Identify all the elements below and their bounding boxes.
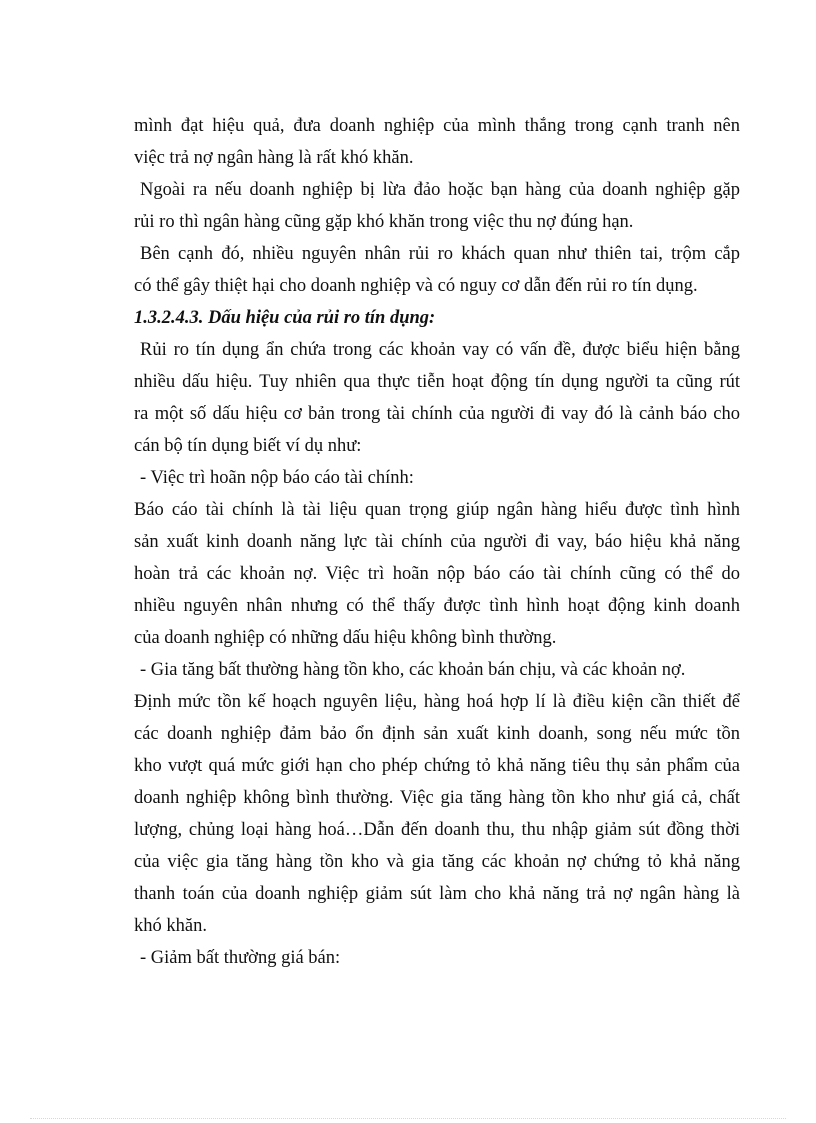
paragraph-line: của việc gia tăng hàng tồn kho và gia tăng các khoản nợ chứng tỏ khả năng	[134, 852, 740, 872]
paragraph-line: khó khăn.	[134, 916, 207, 936]
paragraph-line: việc trả nợ ngân hàng là rất khó khăn.	[134, 148, 414, 168]
paragraph-line: mình đạt hiệu quả, đưa doanh nghiệp của mình thắng trong cạnh tranh nên	[134, 116, 740, 136]
paragraph-line: của doanh nghiệp có những dấu hiệu không bình thường.	[134, 628, 557, 648]
page-bottom-divider	[30, 1118, 786, 1119]
paragraph-line: Rủi ro tín dụng ẩn chứa trong các khoản vay có vấn đề, được biểu hiện bằng	[140, 340, 740, 360]
paragraph-line: rủi ro thì ngân hàng cũng gặp khó khăn trong việc thu nợ đúng hạn.	[134, 212, 634, 232]
paragraph-line: ra một số dấu hiệu cơ bản trong tài chính của người đi vay đó là cảnh báo cho	[134, 404, 740, 424]
paragraph-line: cán bộ tín dụng biết ví dụ như:	[134, 436, 362, 456]
document-body	[134, 110, 740, 974]
paragraph-line: lượng, chủng loại hàng hoá…Dẫn đến doanh thu, thu nhập giảm sút đồng thời	[134, 820, 740, 840]
bullet-line: - Việc trì hoãn nộp báo cáo tài chính:	[140, 468, 414, 488]
bullet-line: - Giảm bất thường giá bán:	[140, 948, 341, 968]
paragraph-line: các doanh nghiệp đảm bảo ổn định sản xuất kinh doanh, song nếu mức tồn	[134, 724, 740, 744]
paragraph-line: kho vượt quá mức giới hạn cho phép chứng tỏ khả năng tiêu thụ sản phẩm của	[134, 756, 740, 776]
paragraph-line: thanh toán của doanh nghiệp giảm sút làm cho khả năng trả nợ ngân hàng là	[134, 884, 740, 904]
paragraph-line: hoàn trả các khoản nợ. Việc trì hoãn nộp báo cáo tài chính cũng có thể do	[134, 564, 740, 584]
paragraph-line: Bên cạnh đó, nhiều nguyên nhân rủi ro khách quan như thiên tai, trộm cắp	[140, 244, 740, 264]
bullet-line: - Gia tăng bất thường hàng tồn kho, các khoản bán chịu, và các khoản nợ.	[140, 660, 686, 680]
paragraph-line: Định mức tồn kế hoạch nguyên liệu, hàng hoá hợp lí là điều kiện cần thiết để	[134, 692, 740, 712]
paragraph-line: Ngoài ra nếu doanh nghiệp bị lừa đảo hoặc bạn hàng của doanh nghiệp gặp	[140, 180, 740, 200]
paragraph-line: nhiều nguyên nhân nhưng có thể thấy được tình hình hoạt động kinh doanh	[134, 596, 740, 616]
paragraph-line: doanh nghiệp không bình thường. Việc gia tăng hàng tồn kho như giá cả, chất	[134, 788, 740, 808]
paragraph-line: có thể gây thiệt hại cho doanh nghiệp và có nguy cơ dẫn đến rủi ro tín dụng.	[134, 276, 698, 296]
paragraph-line: Báo cáo tài chính là tài liệu quan trọng giúp ngân hàng hiểu được tình hình	[134, 500, 740, 520]
paragraph-line: nhiều dấu hiệu. Tuy nhiên qua thực tiễn hoạt động tín dụng người ta cũng rút	[134, 372, 740, 392]
paragraph-line: sản xuất kinh doanh năng lực tài chính của người đi vay, báo hiệu khả năng	[134, 532, 740, 552]
section-heading: 1.3.2.4.3. Dấu hiệu của rủi ro tín dụng:	[134, 308, 436, 328]
